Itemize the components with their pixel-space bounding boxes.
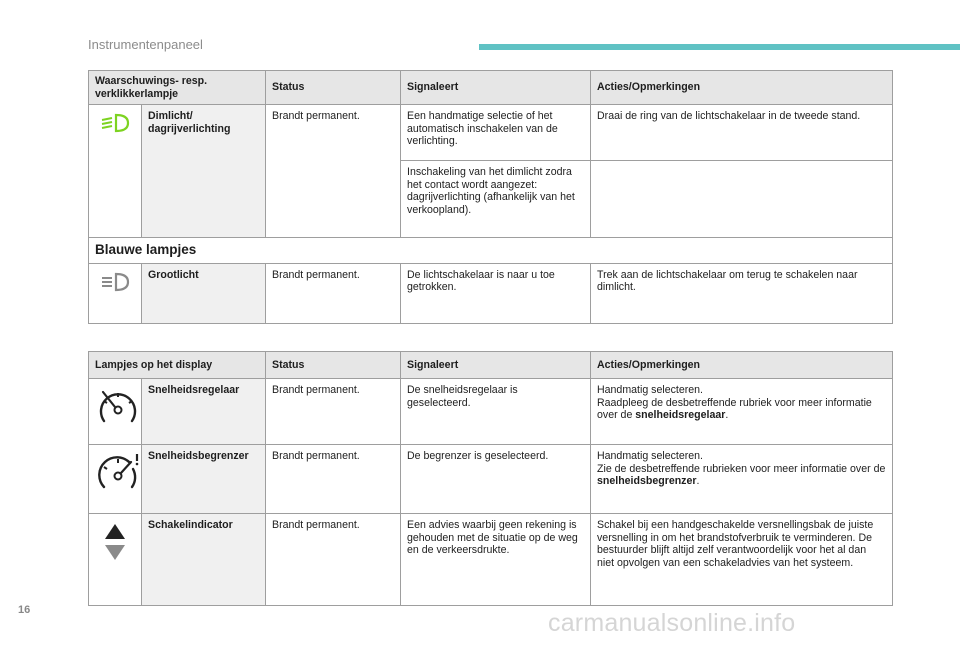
lamp-action: Trek aan de lichtschakelaar om terug te schakelen naar dimlicht.: [591, 263, 893, 323]
lamp-signal: De snelheidsregelaar is geselecteerd.: [401, 379, 591, 445]
col-header-lamp: Waarschuwings- resp. verklikkerlampje: [89, 71, 266, 105]
action-end: .: [696, 475, 700, 488]
lamp-icon-cell: [89, 514, 142, 606]
lamp-signal: De lichtschakelaar is naar u toe getrokken.: [401, 263, 591, 323]
lamp-icon-cell: [89, 263, 142, 323]
table-band-row: [89, 238, 893, 264]
page-number: 16: [18, 604, 31, 616]
lamp-action: [591, 445, 893, 514]
lamp-action: [591, 161, 893, 238]
action-line: Handmatig selecteren.: [597, 384, 703, 396]
table-row: [89, 263, 893, 323]
action-bold: snelheidsbegrenzer: [597, 475, 697, 488]
section-title: Instrumentenpaneel: [88, 37, 203, 52]
lamp-signal: De begrenzer is geselecteerd.: [401, 445, 591, 514]
action-text: Raadpleeg de desbetreffende rubriek voor meer informatie over de: [597, 396, 872, 422]
lamp-status: Brandt permanent.: [266, 379, 401, 445]
lamp-icon-cell: [89, 105, 142, 238]
lamp-status: Brandt permanent.: [266, 105, 401, 238]
band-title: Blauwe lampjes: [89, 238, 893, 264]
gear-shift-indicator-icon: [103, 522, 127, 562]
action-end: .: [725, 409, 729, 422]
display-lamps-table: [88, 351, 893, 606]
action-text: Zie de desbetreffende rubrieken voor meer informatie over de: [597, 462, 886, 475]
lamp-icon-cell: [89, 379, 142, 445]
lamp-icon-cell: [89, 445, 142, 514]
warning-lamps-table: [88, 70, 893, 324]
col-header-action: Acties/Opmerkingen: [591, 352, 893, 379]
speed-limiter-icon: [95, 453, 141, 493]
dipped-beam-icon: [100, 113, 130, 133]
table-row: [89, 105, 893, 161]
lamp-signal: Een handmatige selectie of het automatisch inschakelen van de verlichting.: [401, 105, 591, 161]
section-rule: [479, 44, 960, 50]
table-row: [89, 445, 893, 514]
col-header-lamp: Lampjes op het display: [89, 352, 266, 379]
lamp-name: Snelheidsbegrenzer: [142, 445, 266, 514]
lamp-status: Brandt permanent.: [266, 514, 401, 606]
lamp-signal: Inschakeling van het dimlicht zodra het contact wordt aangezet: dagrijverlichting (afhankelijk van het verkoopland).: [401, 161, 591, 238]
lamp-action: Schakel bij een handgeschakelde versnellingsbak de juiste versnelling in om het brandstofverbruik te verminderen. De bestuurder blijft altijd zelf verantwoordelijk voor het al dan niet opvolgen van een schakeladvies van het systeem.: [591, 514, 893, 606]
col-header-status: Status: [266, 352, 401, 379]
lamp-action: Draai de ring van de lichtschakelaar in de tweede stand.: [591, 105, 893, 161]
col-header-action: Acties/Opmerkingen: [591, 71, 893, 105]
lamp-name: Snelheidsregelaar: [142, 379, 266, 445]
lamp-status: Brandt permanent.: [266, 445, 401, 514]
lamp-action: [591, 379, 893, 445]
lamp-signal: Een advies waarbij geen rekening is gehouden met de situatie op de weg en de verkeersdrukte.: [401, 514, 591, 606]
main-beam-icon: [100, 272, 130, 292]
col-header-signal: Signaleert: [401, 71, 591, 105]
col-header-status: Status: [266, 71, 401, 105]
footer-watermark: carmanualsonline.info: [548, 609, 796, 637]
lamp-name: Grootlicht: [142, 263, 266, 323]
table-row: [89, 379, 893, 445]
lamp-name: Schakelindicator: [142, 514, 266, 606]
action-line: Handmatig selecteren.: [597, 450, 703, 462]
lamp-status: Brandt permanent.: [266, 263, 401, 323]
lamp-name: Dimlicht/ dagrijverlichting: [142, 105, 266, 238]
action-bold: snelheidsregelaar: [635, 409, 726, 422]
table-row: [89, 514, 893, 606]
col-header-signal: Signaleert: [401, 352, 591, 379]
cruise-control-icon: [95, 387, 141, 427]
